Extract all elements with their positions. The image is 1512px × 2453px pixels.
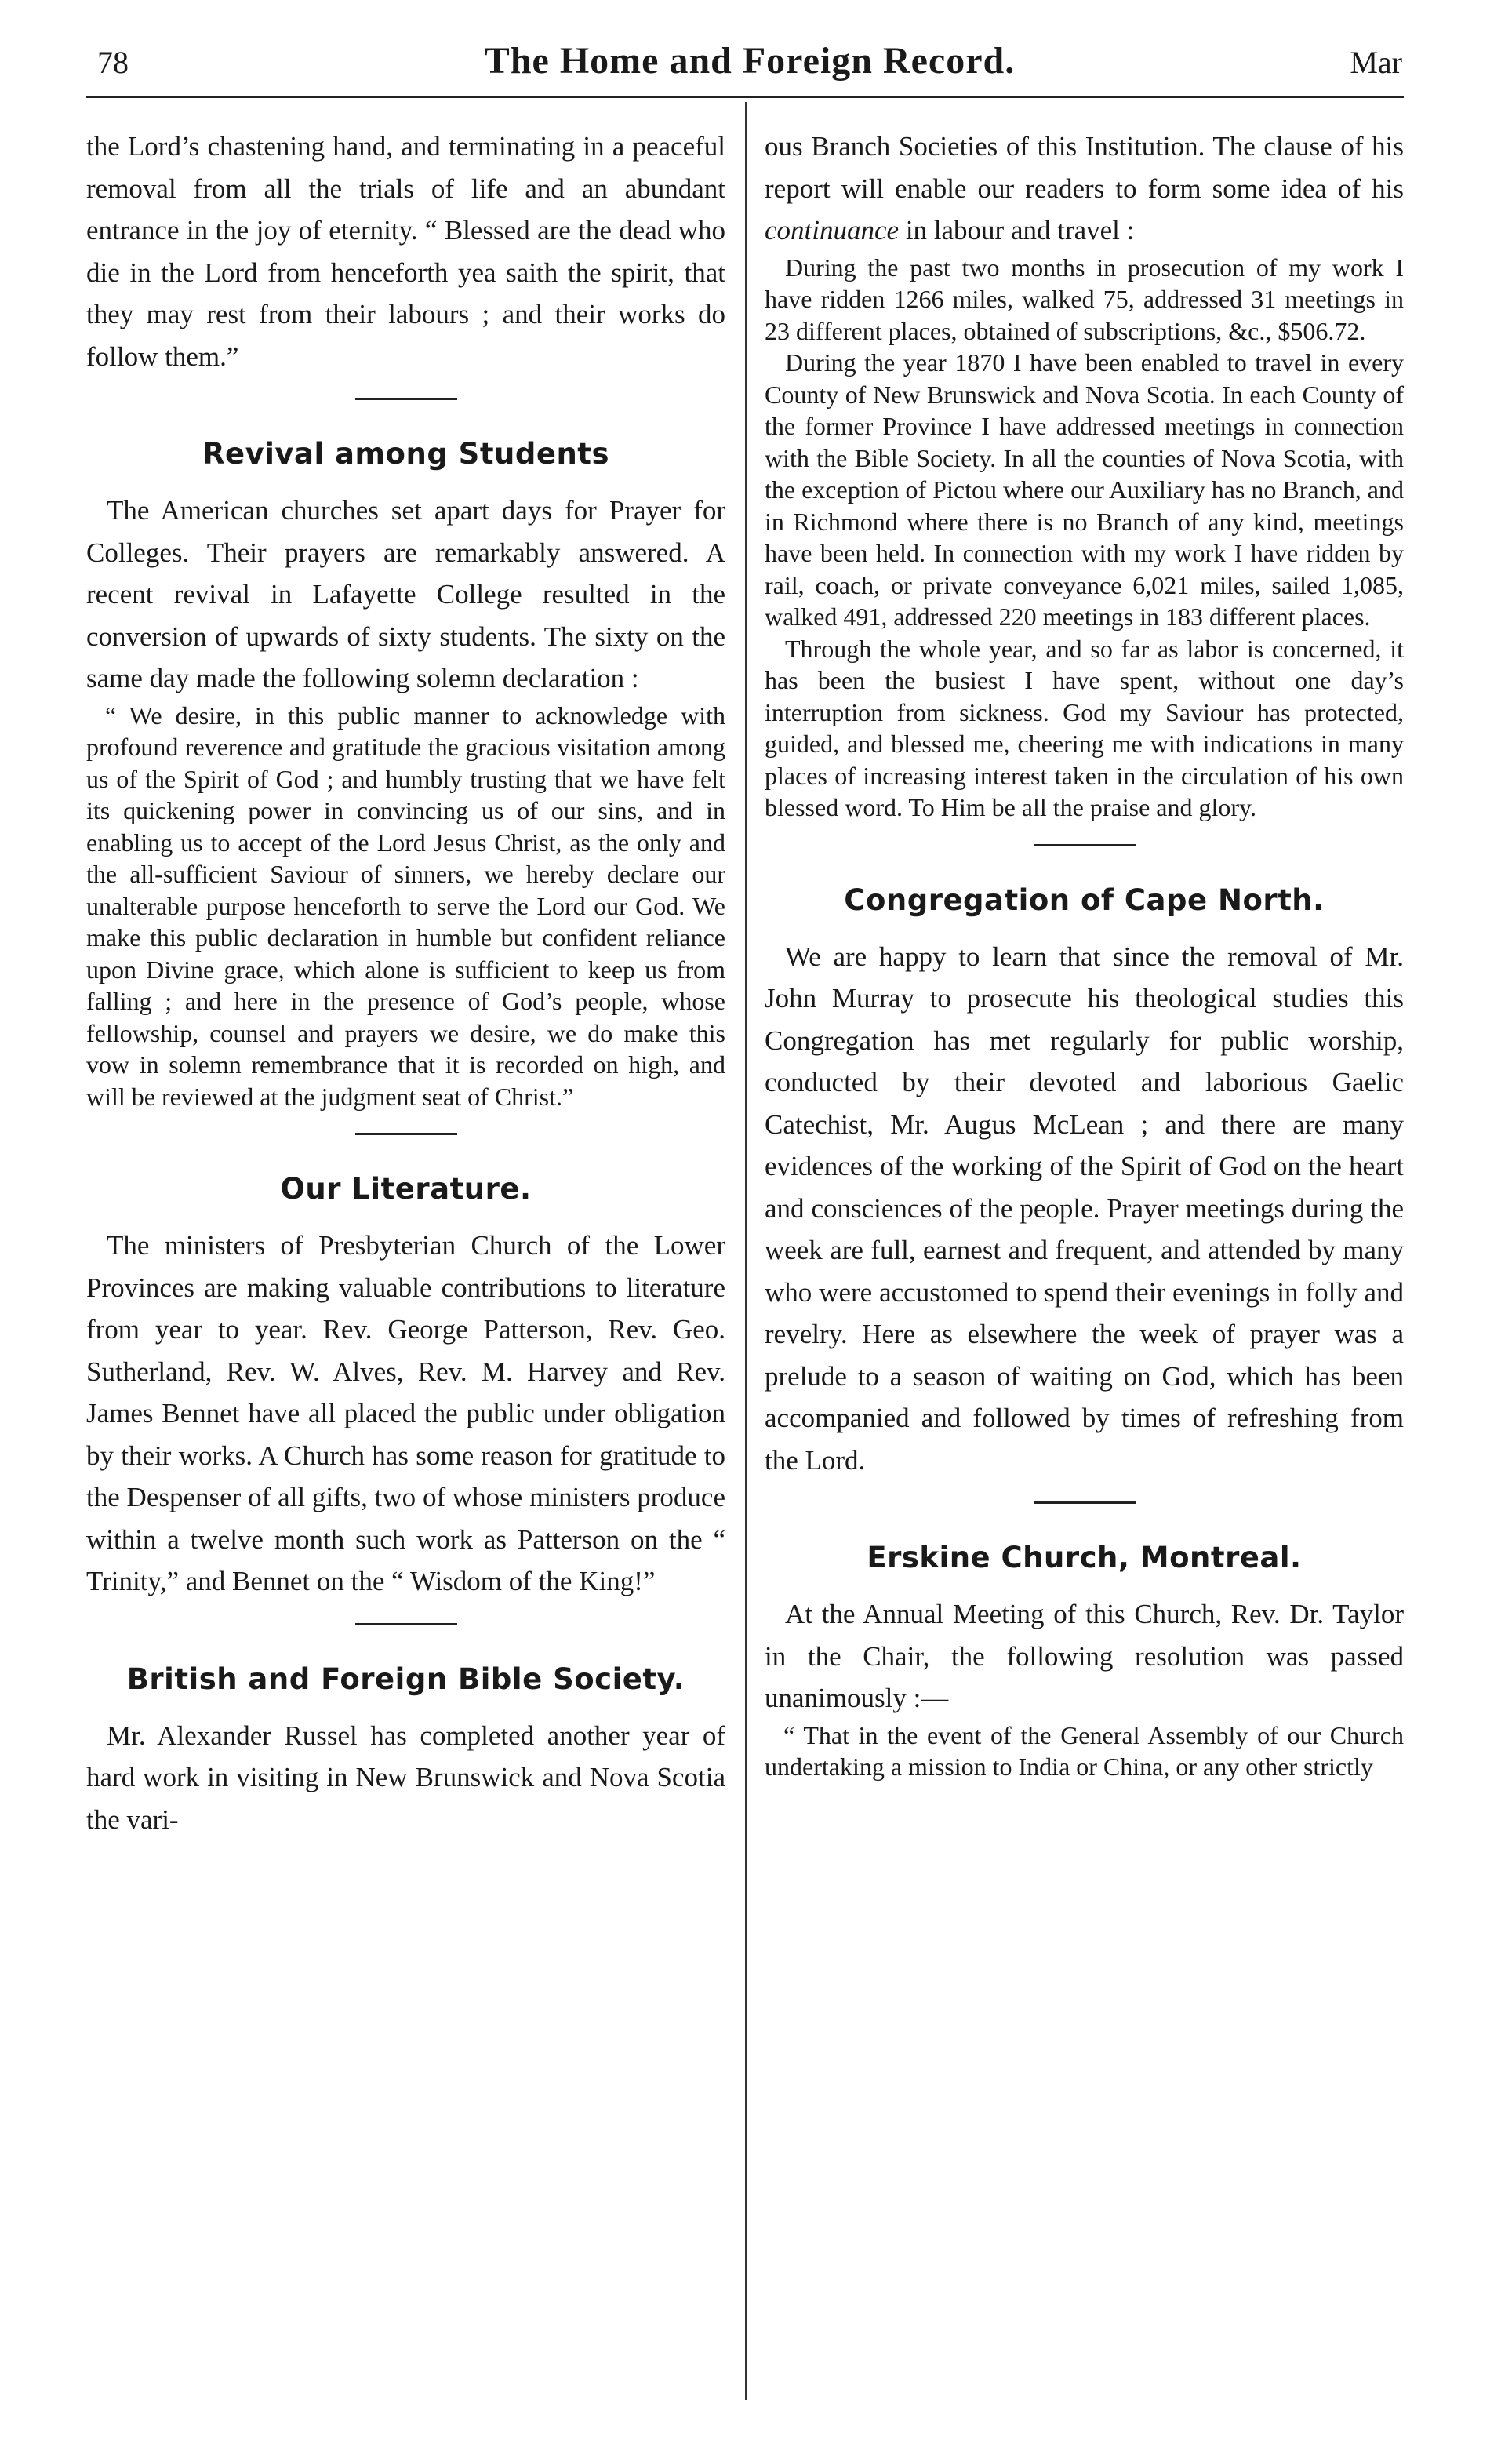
report-paragraph-2: During the year 1870 I have been enabled to travel in every County of New Brunswick and Nova Scotia. In each County of the former Province I have addressed meetings in connection with the Bible Society. In all the counties of Nova Scotia, with the exception of Pictou where our Auxiliary has no Branch, and in Richmond where there is no Branch of any kind, meetings have been held. In connection with my work I have ridden by rail, coach, or private conveyance 6,021 miles, sailed 1,085, walked 491, addressed 220 meetings in 183 different places.	[765, 348, 1404, 631]
bible-text-emphasis: continuance	[765, 215, 900, 246]
section-rule	[355, 1623, 457, 1625]
bible-text-before: ous Branch Societies of this Institution. The clause of his report will enable our readers to form some idea of his	[765, 131, 1404, 204]
section-rule	[1034, 844, 1136, 846]
obituary-conclusion: the Lord’s chastening hand, and terminating in a peaceful removal from all the trials of life and an abundant entrance in the joy of eternity. “ Blessed are the dead who die in the Lord from henceforth yea saith the spirit, that they may rest from their labours ; and their works do follow them.”	[86, 131, 725, 372]
column-divider	[745, 102, 747, 2400]
running-header	[97, 39, 1402, 94]
section-rule	[355, 398, 457, 400]
section-rule	[355, 1133, 457, 1135]
erskine-resolution-quote: “ That in the event of the General Assembly of our Church undertaking a mission to India or China, or any other strictly	[765, 1720, 1404, 1781]
header-rule	[86, 96, 1404, 98]
section-heading-cape-north: Congregation of Cape North.	[844, 883, 1325, 917]
section-heading-literature: Our Literature.	[280, 1172, 532, 1206]
cape-north-paragraph: We are happy to learn that since the removal of Mr. John Murray to prosecute his theological studies this Congregation has met regularly for public worship, conducted by their devoted and laborious Gaelic Catechist, Mr. Augus McLean ; and there are many evidences of the working of the Spirit of God on the heart and consciences of the people. Prayer meetings during the week are full, earnest and frequent, and attended by many who were accustomed to spend their evenings in folly and revelry. Here as elsewhere the week of prayer was a prelude to a season of waiting on God, which has been accompanied and followed by times of refreshing from the Lord.	[765, 941, 1404, 1476]
report-paragraph-1: During the past two months in prosecution of my work I have ridden 1266 miles, walked 75, addressed 31 meetings in 23 different places, obtained of subscriptions, &c., $506.72.	[765, 253, 1404, 345]
left-column	[86, 126, 725, 1840]
revival-declaration-quote: “ We desire, in this public manner to acknowledge with profound reverence and gratitude the gracious visitation among us of the Spirit of God ; and humbly trusting that we have felt its quickening power in convincing us of our sins, and in enabling us to accept of the Lord Jesus Christ, as the only and the all-sufficient Saviour of sinners, we hereby declare our unalterable purpose henceforth to serve the Lord our God. We make this public declaration in humble but confident reliance upon Divine grace, which alone is sufficient to keep us from falling ; and here in the presence of God’s people, whose fellowship, counsel and prayers we desire, we do make this vow in solemn remembrance that it is recorded on high, and will be reviewed at the judgment seat of Christ.”	[86, 701, 725, 1111]
literature-paragraph: The ministers of Presbyterian Church of the Lower Provinces are making valuable contributions to literature from year to year. Rev. George Patterson, Rev. Geo. Sutherland, Rev. W. Alves, Rev. M. Harvey and Rev. James Bennet have all placed the public under obligation by their works. A Church has some reason for gratitude to the Despenser of all gifts, two of whose ministers produce within a twelve month such work as Patterson on the “ Trinity,” and Bennet on the “ Wisdom of the King!”	[86, 1230, 725, 1596]
section-heading-erskine: Erskine Church, Montreal.	[867, 1541, 1302, 1574]
right-column	[765, 126, 1404, 1783]
bible-text-after: in labour and travel :	[899, 215, 1135, 246]
bible-society-paragraph: Mr. Alexander Russel has completed another year of hard work in visiting in New Brunswick and Nova Scotia the vari-	[86, 1720, 725, 1835]
section-heading-bible-society: British and Foreign Bible Society.	[126, 1661, 685, 1696]
page-number: 78	[97, 45, 129, 80]
report-paragraph-3: Through the whole year, and so far as labor is concerned, it has been the busiest I have spent, without one day’s interruption from sickness. God my Saviour has protected, guided, and blessed me, cheering me with indications in many places of increasing interest taken in the circulation of his own blessed word. To Him be all the praise and glory.	[765, 634, 1404, 821]
revival-paragraph: The American churches set apart days for Prayer for Colleges. Their prayers are remarkably answered. A recent revival in Lafayette College resulted in the conversion of upwards of sixty students. The sixty on the same day made the following solemn declaration :	[86, 495, 725, 693]
erskine-paragraph: At the Annual Meeting of this Church, Rev. Dr. Taylor in the Chair, the following resolution was passed unanimously :—	[765, 1599, 1404, 1713]
bible-society-continued	[765, 126, 1404, 252]
section-rule	[1034, 1501, 1136, 1504]
issue-month: Mar	[1350, 45, 1402, 80]
section-heading-revival: Revival among Students	[202, 437, 609, 471]
journal-title: The Home and Foreign Record.	[484, 40, 1016, 82]
